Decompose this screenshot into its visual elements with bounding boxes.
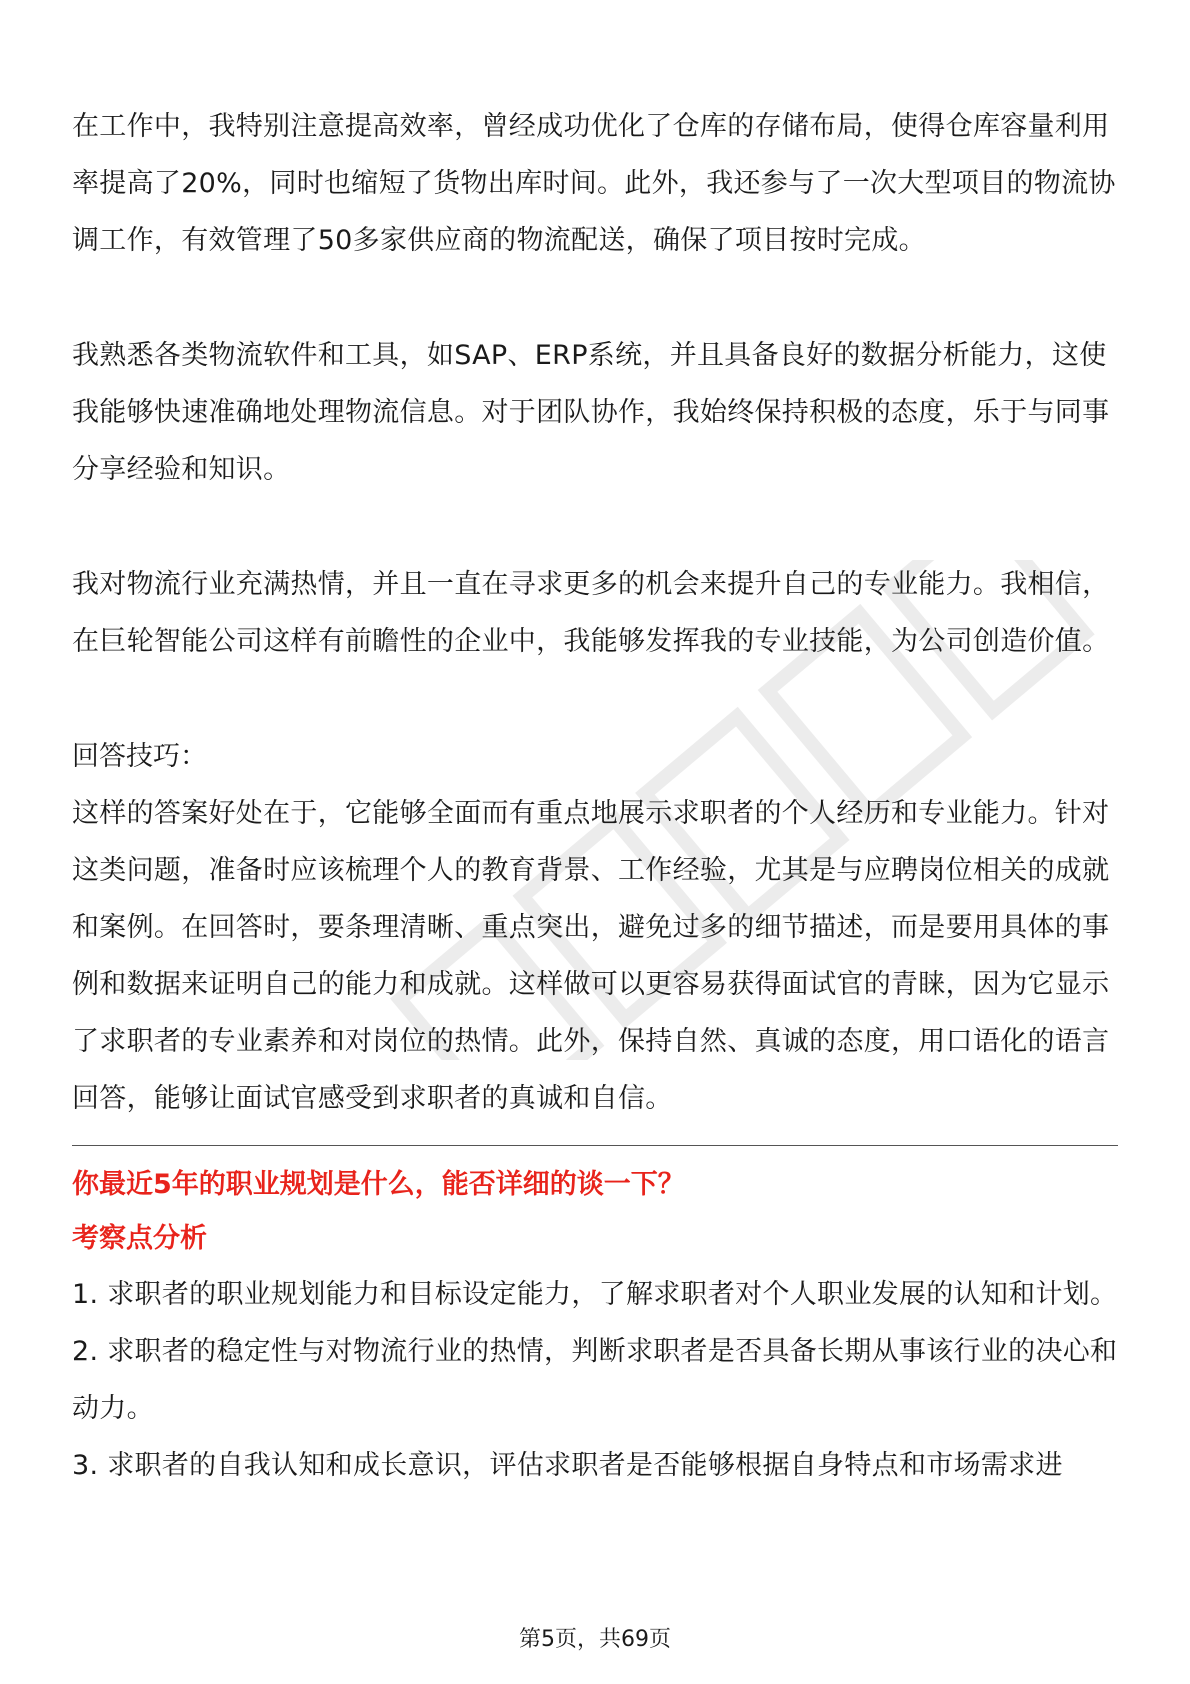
interview-question: 你最近5年的职业规划是什么，能否详细的谈一下？ bbox=[72, 1169, 685, 1200]
paragraph-spacer bbox=[72, 269, 1118, 327]
analysis-point-1: 1. 求职者的职业规划能力和目标设定能力，了解求职者对个人职业发展的认知和计划。 bbox=[72, 1279, 1118, 1310]
page-footer: 第5页，共69页 bbox=[519, 1627, 671, 1652]
document-page bbox=[72, 98, 1118, 1494]
paragraph-spacer bbox=[72, 498, 1118, 556]
body-paragraph-3: 我对物流行业充满热情，并且一直在寻求更多的机会来提升自己的专业能力。我相信，在巨轮智能公司这样有前瞻性的企业中，我能够发挥我的专业技能，为公司创造价值。 bbox=[72, 569, 1110, 657]
analysis-heading: 考察点分析 bbox=[72, 1223, 207, 1254]
body-paragraph-2: 我熟悉各类物流软件和工具，如SAP、ERP系统，并且具备良好的数据分析能力，这使我能够快速准确地处理物流信息。对于团队协作，我始终保持积极的态度，乐于与同事分享经验和知识。 bbox=[72, 340, 1110, 485]
section-divider bbox=[72, 1145, 1118, 1146]
paragraph-spacer bbox=[72, 670, 1118, 728]
tips-text: 这样的答案好处在于，它能够全面而有重点地展示求职者的个人经历和专业能力。针对这类问题，准备时应该梳理个人的教育背景、工作经验，尤其是与应聘岗位相关的成就和案例。在回答时，要条理清晰、重点突出，避免过多的细节描述，而是要用具体的事例和数据来证明自己的能力和成就。这样做可以更容易获得面试官的青睐，因为它显示了求职者的专业素养和对岗位的热情。此外，保持自然、真诚的态度，用口语化的语言回答，能够让面试官感受到求职者的真诚和自信。 bbox=[72, 798, 1110, 1114]
analysis-point-2: 2. 求职者的稳定性与对物流行业的热情，判断求职者是否具备长期从事该行业的决心和动力。 bbox=[72, 1336, 1118, 1424]
tips-label: 回答技巧： bbox=[72, 741, 207, 772]
body-paragraph-1: 在工作中，我特别注意提高效率，曾经成功优化了仓库的存储布局，使得仓库容量利用率提高了20%，同时也缩短了货物出库时间。此外，我还参与了一次大型项目的物流协调工作，有效管理了50多家供应商的物流配送，确保了项目按时完成。 bbox=[72, 111, 1116, 256]
analysis-point-3: 3. 求职者的自我认知和成长意识，评估求职者是否能够根据自身特点和市场需求进 bbox=[72, 1450, 1063, 1481]
